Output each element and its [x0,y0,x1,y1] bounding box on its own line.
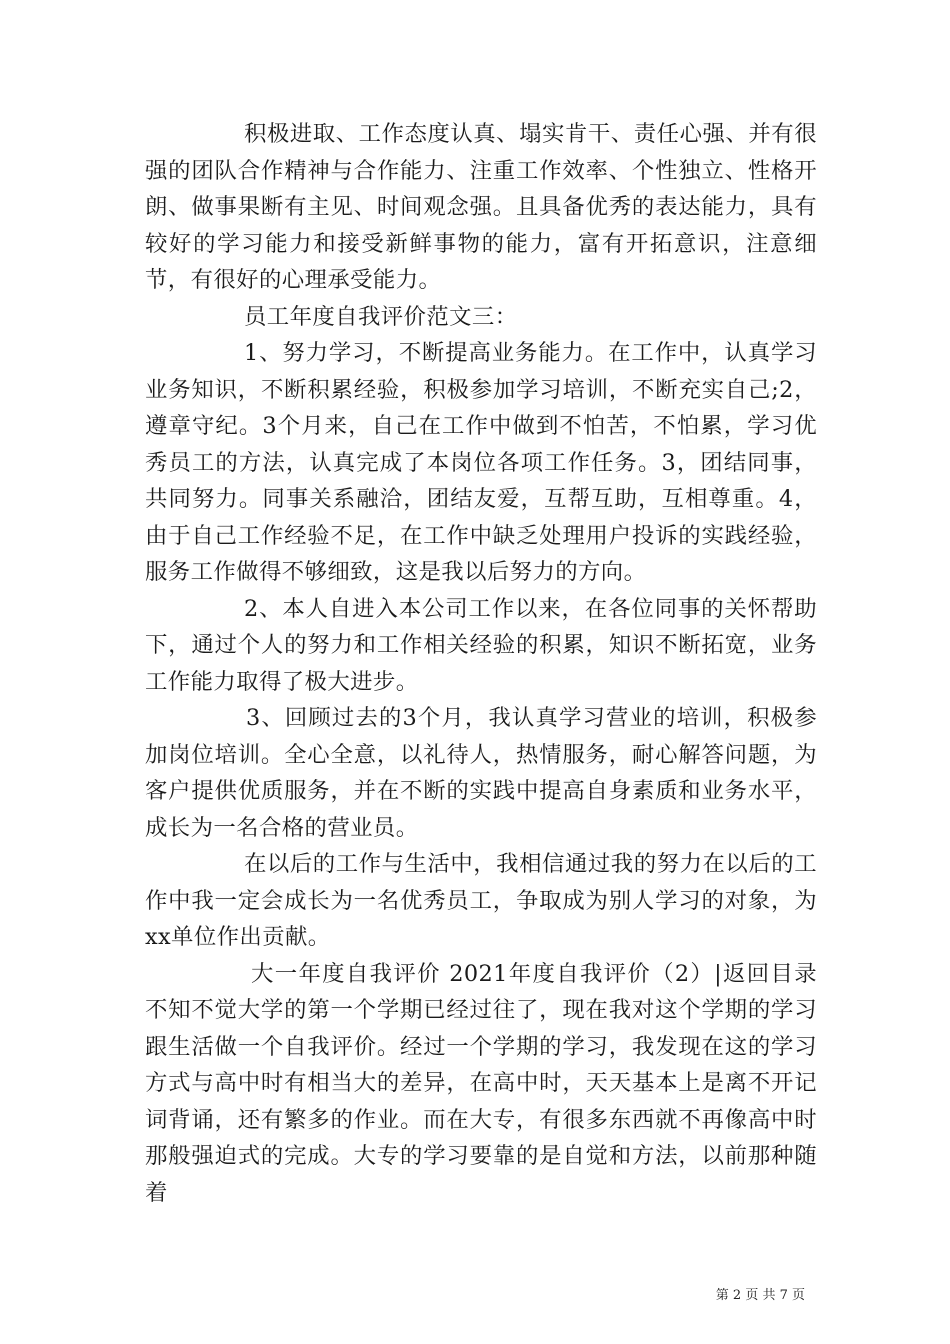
paragraph-item-1: 1、努力学习，不断提高业务能力。在工作中，认真学习业务知识，不断积累经验，积极参加学习培训，不断充实自己;2，遵章守纪。3个月来，自己在工作中做到不怕苦，不怕累，学习优秀员工的方法，认真完成了本岗位各项工作任务。3，团结同事，共同努力。同事关系融洽，团结友爱，互帮互助，互相尊重。4，由于自己工作经验不足，在工作中缺乏处理用户投诉的实践经验，服务工作做得不够细致，这是我以后努力的方向。 [145,340,817,585]
section-heading-sample-three: 员工年度自我评价范文三： [244,303,518,330]
paragraph-item-3: 3、回顾过去的3个月，我认真学习营业的培训，积极参加岗位培训。全心全意，以礼待人，热情服务，耐心解答问题，为客户提供优质服务，并在不断的实践中提高自身素质和业务水平，成长为一名合格的营业员。 [145,705,817,841]
page-number-footer: 第 2 页 共 7 页 [715,1288,805,1303]
paragraph-conclusion: 在以后的工作与生活中，我相信通过我的努力在以后的工作中我一定会成长为一名优秀员工，争取成为别人学习的对象，为xx单位作出贡献。 [145,851,817,950]
paragraph-item-2: 2、本人自进入本公司工作以来，在各位同事的关怀帮助下，通过个人的努力和工作相关经验的积累，知识不断拓宽，业务工作能力取得了极大进步。 [145,595,817,695]
paragraph-freshman-evaluation: 大一年度自我评价 2021年度自我评价（2）|返回目录不知不觉大学的第一个学期已经过往了，现在我对这个学期的学习跟生活做一个自我评价。经过一个学期的学习，我发现在这的学习方式与高中时有相当大的差异，在高中时，天天基本上是离不开记词背诵，还有繁多的作业。而在大专，有很多东西就不再像高中时那般强迫式的完成。大专的学习要靠的是自觉和方法，以前那种随着 [145,960,817,1206]
paragraph-personal-qualities: 积极进取、工作态度认真、塌实肯干、责任心强、并有很强的团队合作精神与合作能力、注重工作效率、个性独立、性格开朗、做事果断有主见、时间观念强。且具备优秀的表达能力，具有较好的学习能力和接受新鲜事物的能力，富有开拓意识，注意细节，有很好的心理承受能力。 [145,121,817,293]
document-body [145,116,817,1211]
